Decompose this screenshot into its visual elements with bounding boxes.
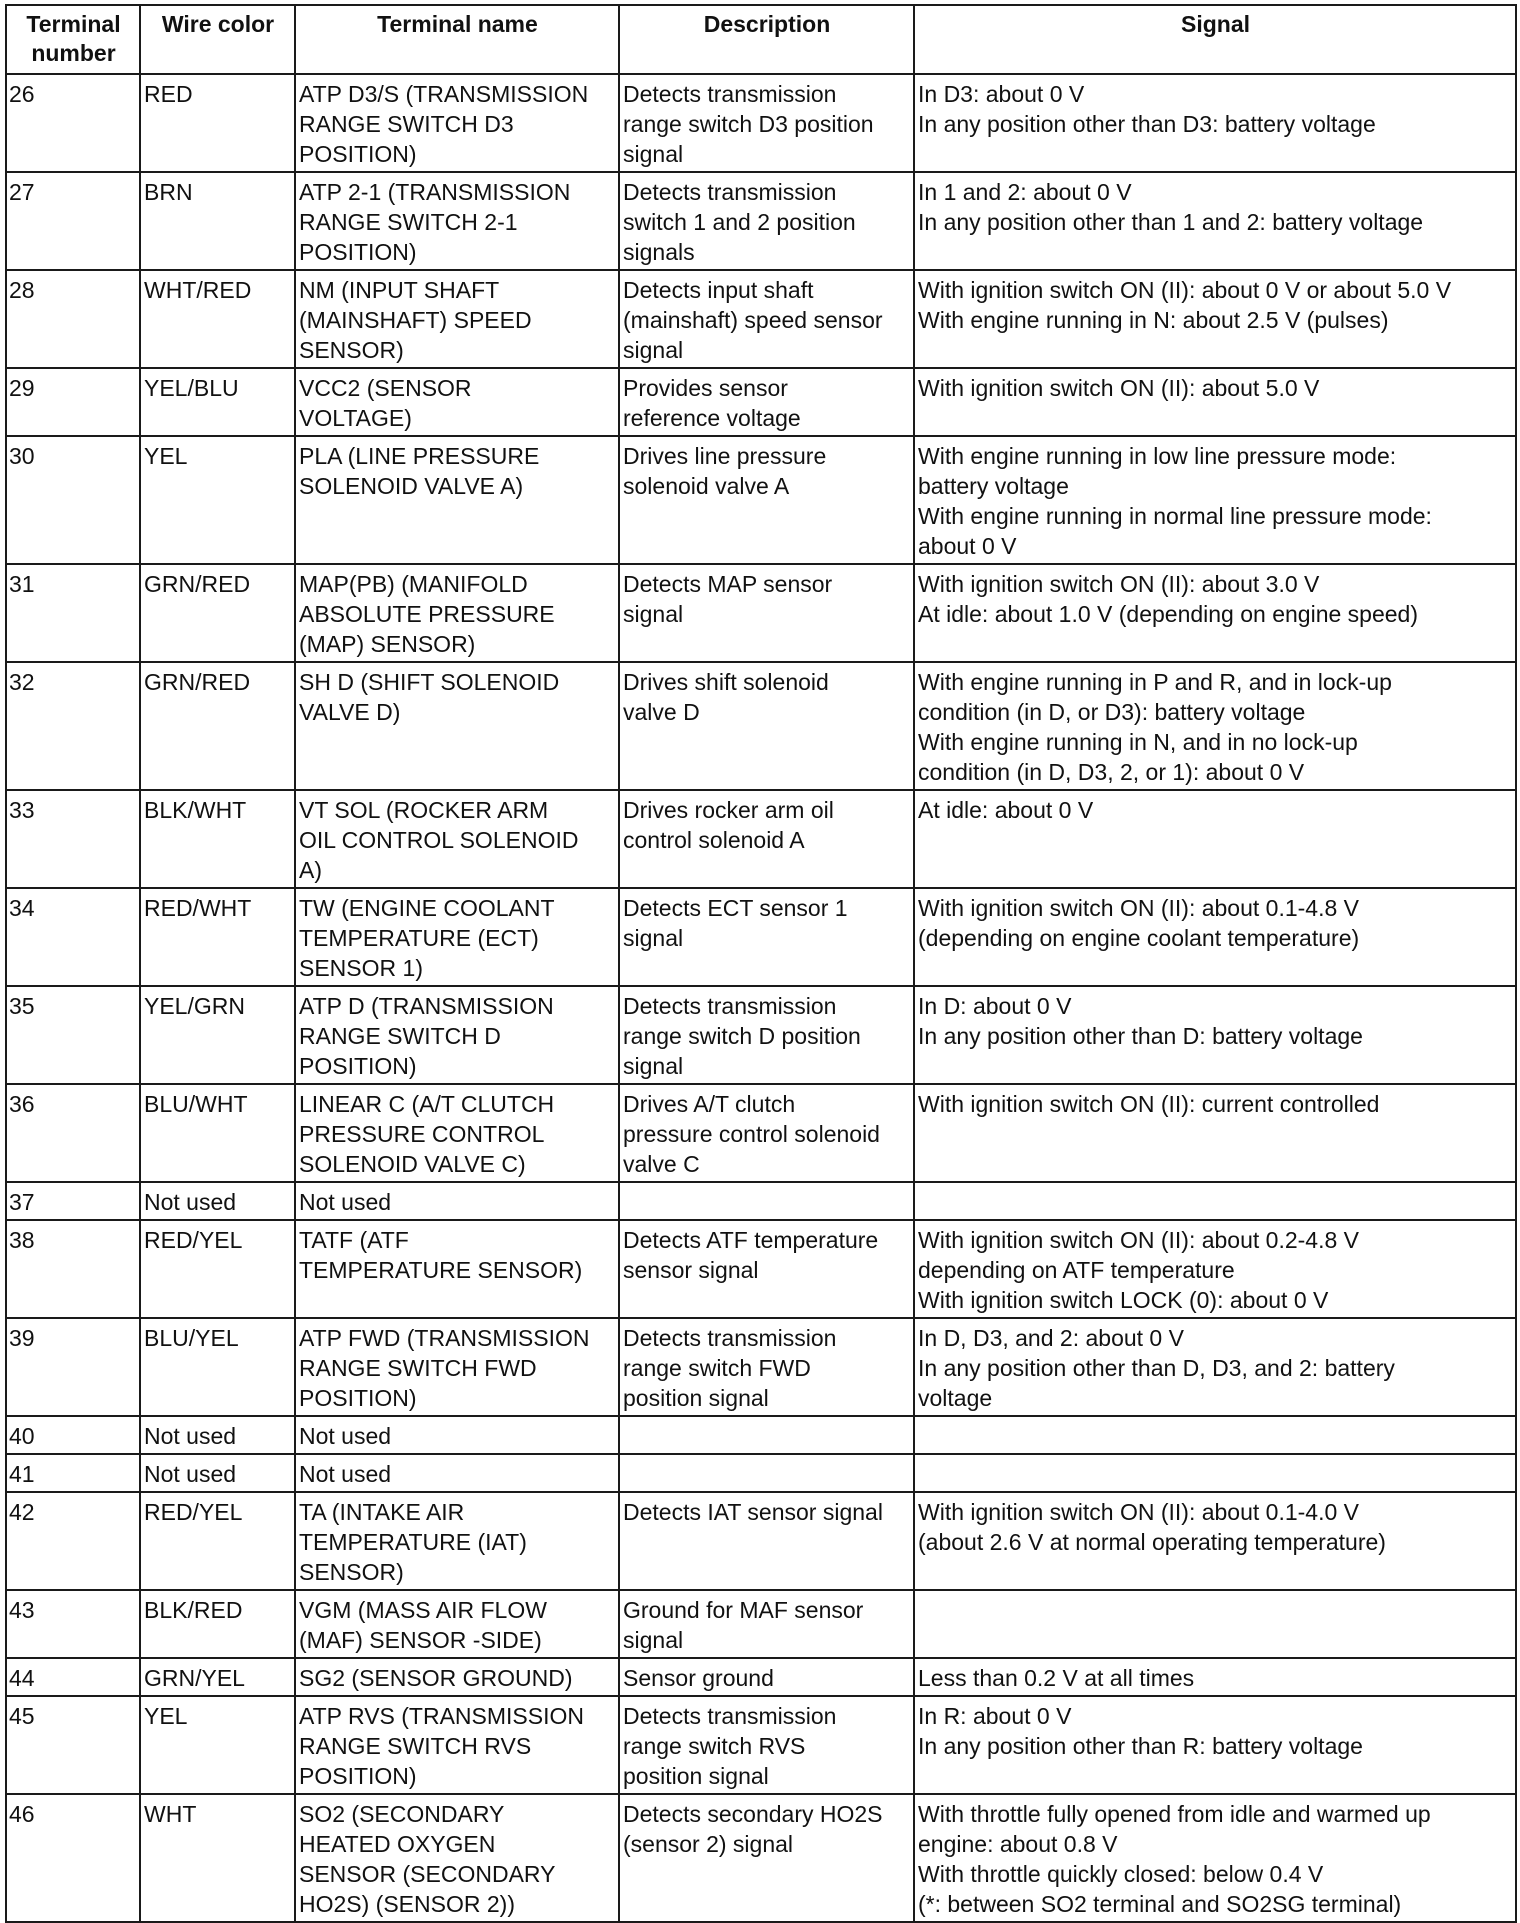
cell-terminal-name: LINEAR C (A/T CLUTCH PRESSURE CONTROL SOLENOID VALVE C) — [295, 1084, 619, 1182]
table-row — [6, 1590, 1516, 1658]
cell-terminal-number: 26 — [6, 74, 140, 172]
cell-wire-color: BLK/WHT — [140, 790, 295, 888]
cell-terminal-name: Not used — [295, 1416, 619, 1454]
table-row — [6, 1454, 1516, 1492]
header-description: Description — [619, 5, 914, 74]
cell-signal: In 1 and 2: about 0 V In any position other than 1 and 2: battery voltage — [914, 172, 1516, 270]
table-row — [6, 790, 1516, 888]
cell-terminal-number: 37 — [6, 1182, 140, 1220]
cell-wire-color: RED — [140, 74, 295, 172]
cell-wire-color: Not used — [140, 1182, 295, 1220]
cell-signal: With engine running in P and R, and in lock-up condition (in D, or D3): battery voltage With engine running in N, and in no lock-up condition (in D, D3, 2, or 1): about 0 V — [914, 662, 1516, 790]
cell-wire-color: YEL/BLU — [140, 368, 295, 436]
header-row — [6, 5, 1516, 74]
header-signal: Signal — [914, 5, 1516, 74]
cell-signal: With engine running in low line pressure mode: battery voltage With engine running in normal line pressure mode: about 0 V — [914, 436, 1516, 564]
cell-terminal-name: TW (ENGINE COOLANT TEMPERATURE (ECT) SENSOR 1) — [295, 888, 619, 986]
cell-description: Drives shift solenoid valve D — [619, 662, 914, 790]
pinout-sheet — [5, 4, 1515, 1917]
cell-terminal-number: 30 — [6, 436, 140, 564]
cell-wire-color: RED/YEL — [140, 1492, 295, 1590]
cell-terminal-number: 43 — [6, 1590, 140, 1658]
cell-description: Detects secondary HO2S (sensor 2) signal — [619, 1794, 914, 1922]
cell-description: Detects transmission range switch D3 position signal — [619, 74, 914, 172]
table-row — [6, 1084, 1516, 1182]
cell-wire-color: BRN — [140, 172, 295, 270]
header-terminal-name: Terminal name — [295, 5, 619, 74]
header-wire-color: Wire color — [140, 5, 295, 74]
cell-wire-color: BLU/YEL — [140, 1318, 295, 1416]
cell-terminal-name: ATP D (TRANSMISSION RANGE SWITCH D POSITION) — [295, 986, 619, 1084]
table-row — [6, 1794, 1516, 1922]
cell-wire-color: RED/YEL — [140, 1220, 295, 1318]
cell-terminal-number: 41 — [6, 1454, 140, 1492]
cell-terminal-name: Not used — [295, 1182, 619, 1220]
cell-terminal-number: 27 — [6, 172, 140, 270]
cell-terminal-name: SO2 (SECONDARY HEATED OXYGEN SENSOR (SECONDARY HO2S) (SENSOR 2)) — [295, 1794, 619, 1922]
cell-terminal-number: 28 — [6, 270, 140, 368]
cell-description — [619, 1416, 914, 1454]
cell-terminal-number: 38 — [6, 1220, 140, 1318]
table-row — [6, 368, 1516, 436]
cell-terminal-number: 35 — [6, 986, 140, 1084]
cell-terminal-name: PLA (LINE PRESSURE SOLENOID VALVE A) — [295, 436, 619, 564]
cell-terminal-name: ATP 2-1 (TRANSMISSION RANGE SWITCH 2-1 POSITION) — [295, 172, 619, 270]
cell-signal: With throttle fully opened from idle and warmed up engine: about 0.8 V With throttle quickly closed: below 0.4 V (*: between SO2 terminal and SO2SG terminal) — [914, 1794, 1516, 1922]
cell-description: Detects ECT sensor 1 signal — [619, 888, 914, 986]
cell-description: Detects input shaft (mainshaft) speed sensor signal — [619, 270, 914, 368]
cell-terminal-number: 45 — [6, 1696, 140, 1794]
cell-wire-color: BLU/WHT — [140, 1084, 295, 1182]
cell-terminal-name: NM (INPUT SHAFT (MAINSHAFT) SPEED SENSOR) — [295, 270, 619, 368]
cell-terminal-name: ATP RVS (TRANSMISSION RANGE SWITCH RVS POSITION) — [295, 1696, 619, 1794]
table-row — [6, 986, 1516, 1084]
cell-description: Detects IAT sensor signal — [619, 1492, 914, 1590]
table-row — [6, 436, 1516, 564]
cell-terminal-name: Not used — [295, 1454, 619, 1492]
cell-terminal-name: TATF (ATF TEMPERATURE SENSOR) — [295, 1220, 619, 1318]
cell-signal: With ignition switch ON (II): about 0.2-4.8 V depending on ATF temperature With ignition switch LOCK (0): about 0 V — [914, 1220, 1516, 1318]
table-row — [6, 270, 1516, 368]
cell-wire-color: WHT — [140, 1794, 295, 1922]
cell-terminal-number: 44 — [6, 1658, 140, 1696]
cell-signal: In D3: about 0 V In any position other than D3: battery voltage — [914, 74, 1516, 172]
table-row — [6, 1696, 1516, 1794]
table-row — [6, 1492, 1516, 1590]
table-row — [6, 1318, 1516, 1416]
table-row — [6, 1182, 1516, 1220]
cell-signal: In D: about 0 V In any position other than D: battery voltage — [914, 986, 1516, 1084]
table-row — [6, 74, 1516, 172]
cell-description: Detects transmission range switch RVS position signal — [619, 1696, 914, 1794]
cell-signal — [914, 1454, 1516, 1492]
cell-signal: With ignition switch ON (II): about 0.1-4.0 V (about 2.6 V at normal operating temperature) — [914, 1492, 1516, 1590]
cell-terminal-number: 31 — [6, 564, 140, 662]
cell-wire-color: YEL — [140, 436, 295, 564]
cell-terminal-number: 36 — [6, 1084, 140, 1182]
cell-description: Detects MAP sensor signal — [619, 564, 914, 662]
cell-description: Ground for MAF sensor signal — [619, 1590, 914, 1658]
cell-description: Provides sensor reference voltage — [619, 368, 914, 436]
cell-signal — [914, 1182, 1516, 1220]
header-terminal-number: Terminal number — [6, 5, 140, 74]
cell-description — [619, 1182, 914, 1220]
cell-description: Detects ATF temperature sensor signal — [619, 1220, 914, 1318]
cell-terminal-name: ATP D3/S (TRANSMISSION RANGE SWITCH D3 POSITION) — [295, 74, 619, 172]
cell-signal: In D, D3, and 2: about 0 V In any position other than D, D3, and 2: battery voltage — [914, 1318, 1516, 1416]
cell-description — [619, 1454, 914, 1492]
cell-signal: Less than 0.2 V at all times — [914, 1658, 1516, 1696]
cell-wire-color: Not used — [140, 1416, 295, 1454]
cell-description: Sensor ground — [619, 1658, 914, 1696]
cell-terminal-number: 42 — [6, 1492, 140, 1590]
cell-signal: With ignition switch ON (II): current controlled — [914, 1084, 1516, 1182]
cell-description: Drives A/T clutch pressure control solenoid valve C — [619, 1084, 914, 1182]
cell-terminal-name: TA (INTAKE AIR TEMPERATURE (IAT) SENSOR) — [295, 1492, 619, 1590]
cell-terminal-number: 46 — [6, 1794, 140, 1922]
cell-description: Detects transmission range switch FWD position signal — [619, 1318, 914, 1416]
table-row — [6, 662, 1516, 790]
cell-signal: With ignition switch ON (II): about 3.0 V At idle: about 1.0 V (depending on engine speed) — [914, 564, 1516, 662]
cell-wire-color: GRN/RED — [140, 662, 295, 790]
table-row — [6, 172, 1516, 270]
cell-description: Detects transmission switch 1 and 2 position signals — [619, 172, 914, 270]
cell-terminal-name: SH D (SHIFT SOLENOID VALVE D) — [295, 662, 619, 790]
cell-terminal-number: 39 — [6, 1318, 140, 1416]
cell-terminal-number: 33 — [6, 790, 140, 888]
terminal-table — [5, 4, 1517, 1923]
cell-signal — [914, 1590, 1516, 1658]
cell-wire-color: GRN/YEL — [140, 1658, 295, 1696]
cell-terminal-name: VGM (MASS AIR FLOW (MAF) SENSOR -SIDE) — [295, 1590, 619, 1658]
cell-wire-color: WHT/RED — [140, 270, 295, 368]
cell-signal: At idle: about 0 V — [914, 790, 1516, 888]
cell-terminal-name: VCC2 (SENSOR VOLTAGE) — [295, 368, 619, 436]
table-row — [6, 1220, 1516, 1318]
table-row — [6, 1658, 1516, 1696]
cell-signal: With ignition switch ON (II): about 0 V or about 5.0 V With engine running in N: about 2.5 V (pulses) — [914, 270, 1516, 368]
cell-wire-color: Not used — [140, 1454, 295, 1492]
table-row — [6, 888, 1516, 986]
cell-terminal-number: 29 — [6, 368, 140, 436]
cell-wire-color: RED/WHT — [140, 888, 295, 986]
cell-wire-color: BLK/RED — [140, 1590, 295, 1658]
cell-terminal-name: VT SOL (ROCKER ARM OIL CONTROL SOLENOID A) — [295, 790, 619, 888]
cell-signal — [914, 1416, 1516, 1454]
cell-signal: With ignition switch ON (II): about 0.1-4.8 V (depending on engine coolant temperature) — [914, 888, 1516, 986]
cell-wire-color: GRN/RED — [140, 564, 295, 662]
cell-signal: With ignition switch ON (II): about 5.0 V — [914, 368, 1516, 436]
cell-terminal-name: SG2 (SENSOR GROUND) — [295, 1658, 619, 1696]
cell-terminal-number: 40 — [6, 1416, 140, 1454]
cell-description: Drives line pressure solenoid valve A — [619, 436, 914, 564]
cell-signal: In R: about 0 V In any position other than R: battery voltage — [914, 1696, 1516, 1794]
table-row — [6, 1416, 1516, 1454]
cell-wire-color: YEL/GRN — [140, 986, 295, 1084]
cell-terminal-name: ATP FWD (TRANSMISSION RANGE SWITCH FWD POSITION) — [295, 1318, 619, 1416]
cell-wire-color: YEL — [140, 1696, 295, 1794]
cell-terminal-name: MAP(PB) (MANIFOLD ABSOLUTE PRESSURE (MAP) SENSOR) — [295, 564, 619, 662]
table-row — [6, 564, 1516, 662]
cell-description: Detects transmission range switch D position signal — [619, 986, 914, 1084]
cell-description: Drives rocker arm oil control solenoid A — [619, 790, 914, 888]
cell-terminal-number: 34 — [6, 888, 140, 986]
cell-terminal-number: 32 — [6, 662, 140, 790]
